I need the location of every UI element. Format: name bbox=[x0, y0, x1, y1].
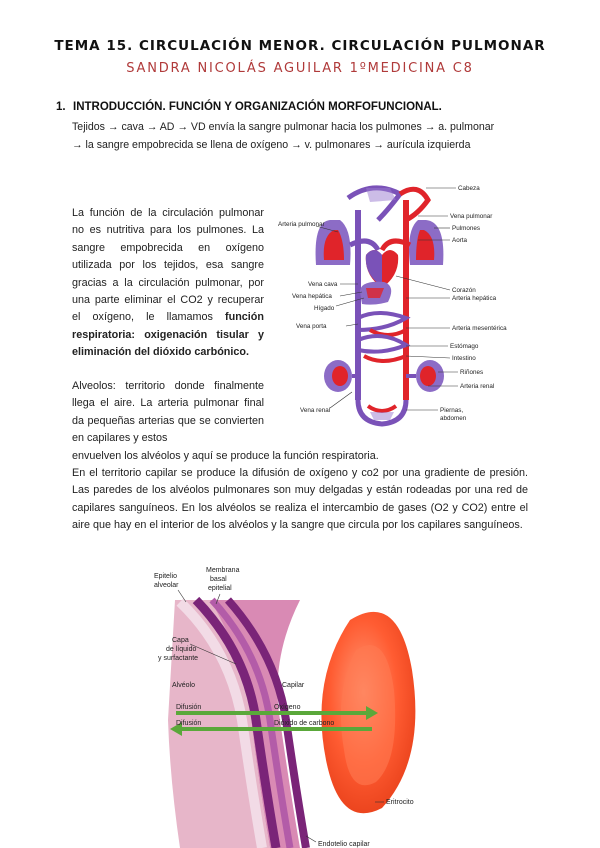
label-alveolo: Alvéolo bbox=[172, 682, 195, 689]
label-de-liquido: de líquido bbox=[166, 646, 197, 653]
label-aorta: Aorta bbox=[452, 237, 468, 244]
label-eritrocito: Eritrocito bbox=[386, 799, 414, 806]
label-capilar: Capilar bbox=[282, 682, 305, 689]
paragraph-function-bold: función respiratoria: oxigenación tisular y eliminación del dióxido carbónico. bbox=[72, 311, 264, 359]
label-vena-porta: Vena porta bbox=[296, 323, 327, 330]
label-oxigeno: Oxígeno bbox=[274, 704, 301, 711]
flow-line-2: → la sangre empobrecida se llena de oxígeno → v. pulmonares → aurícula izquierda bbox=[72, 139, 471, 151]
label-surfactante: y surfactante bbox=[158, 655, 199, 662]
paragraph-diffusion: En el territorio capilar se produce la difusión de oxígeno y co2 por una gradiente de presión. Las paredes de los alvéolos pulmonares son muy delgadas y están rodeadas por una red de capilares sanguíneos. En los alvéolos se realiza el intercambio de gases (O2 y CO2) entre el aire que hay en el interior de los alvéolos y la sangre que circula por los capilares sanguíneos. bbox=[72, 467, 528, 532]
paragraph-function bbox=[72, 205, 264, 362]
label-capa: Capa bbox=[172, 637, 189, 644]
label-estomago: Estómago bbox=[450, 343, 479, 350]
label-cabeza: Cabeza bbox=[458, 185, 480, 192]
label-dioxido: Dióxido de carbono bbox=[274, 720, 335, 727]
label-basal: basal bbox=[210, 576, 227, 583]
circulation-diagram bbox=[278, 180, 528, 428]
paragraph-alveolos-cont: envuelven los alvéolos y aquí se produce la función respiratoria. bbox=[72, 450, 379, 462]
paragraph-function-text: La función de la circulación pulmonar no es nutritiva para los pulmones. La sangre empobrecida en oxígeno utilizada por los tejidos, esa sangre gracias a la circulación pulmonar, por una parte eliminar el CO2 y recuperar el oxígeno, le llamamos bbox=[72, 207, 264, 324]
label-difusion-1: Difusión bbox=[176, 704, 202, 711]
label-membrana: Membrana bbox=[206, 567, 240, 574]
label-higado: Hígado bbox=[314, 305, 335, 312]
document-title: TEMA 15. CIRCULACIÓN MENOR. CIRCULACIÓN PULMONAR bbox=[54, 38, 546, 54]
section-title: INTRODUCCIÓN. FUNCIÓN Y ORGANIZACIÓN MORFOFUNCIONAL. bbox=[73, 101, 442, 113]
author-line: SANDRA NICOLÁS AGUILAR 1ºMEDICINA C8 bbox=[126, 61, 474, 76]
label-epitelial: epitelial bbox=[208, 585, 232, 592]
label-arteria-hepatica: Arteria hepática bbox=[452, 295, 497, 302]
section-heading bbox=[56, 101, 442, 113]
label-endotelio: Endotelio capilar bbox=[318, 841, 370, 848]
label-abdomen: abdomen bbox=[440, 415, 467, 422]
alveolar-membrane-diagram bbox=[150, 560, 450, 848]
label-arteria-renal: Arteria renal bbox=[460, 383, 495, 390]
label-piernas: Piernas, bbox=[440, 407, 464, 414]
flow-line-1: Tejidos → cava → AD → VD envía la sangre pulmonar hacia los pulmones → a. pulmonar bbox=[72, 121, 495, 133]
label-arteria-pulmonar: Arteria pulmonar bbox=[278, 221, 325, 228]
label-rinones: Riñones bbox=[460, 369, 484, 376]
label-difusion-2: Difusión bbox=[176, 720, 202, 727]
label-epitelio: Epitelio bbox=[154, 573, 177, 580]
paragraph-alveolos: Alveolos: territorio donde finalmente llega el aire. La arteria pulmonar final da pequeñas arterias que se convierten en capilares y estos bbox=[72, 380, 264, 445]
label-intestino: Intestino bbox=[452, 355, 476, 362]
label-vena-cava: Vena cava bbox=[308, 281, 338, 288]
label-corazon: Corazón bbox=[452, 287, 476, 294]
label-vena-hepatica: Vena hepática bbox=[292, 293, 332, 300]
label-arteria-mesenterica: Arteria mesentérica bbox=[452, 325, 507, 332]
label-pulmones: Pulmones bbox=[452, 225, 481, 232]
label-vena-renal: Vena renal bbox=[300, 407, 331, 414]
label-vena-pulmonar: Vena pulmonar bbox=[450, 213, 493, 220]
label-alveolar: alveolar bbox=[154, 582, 179, 589]
section-number: 1. bbox=[56, 101, 66, 113]
